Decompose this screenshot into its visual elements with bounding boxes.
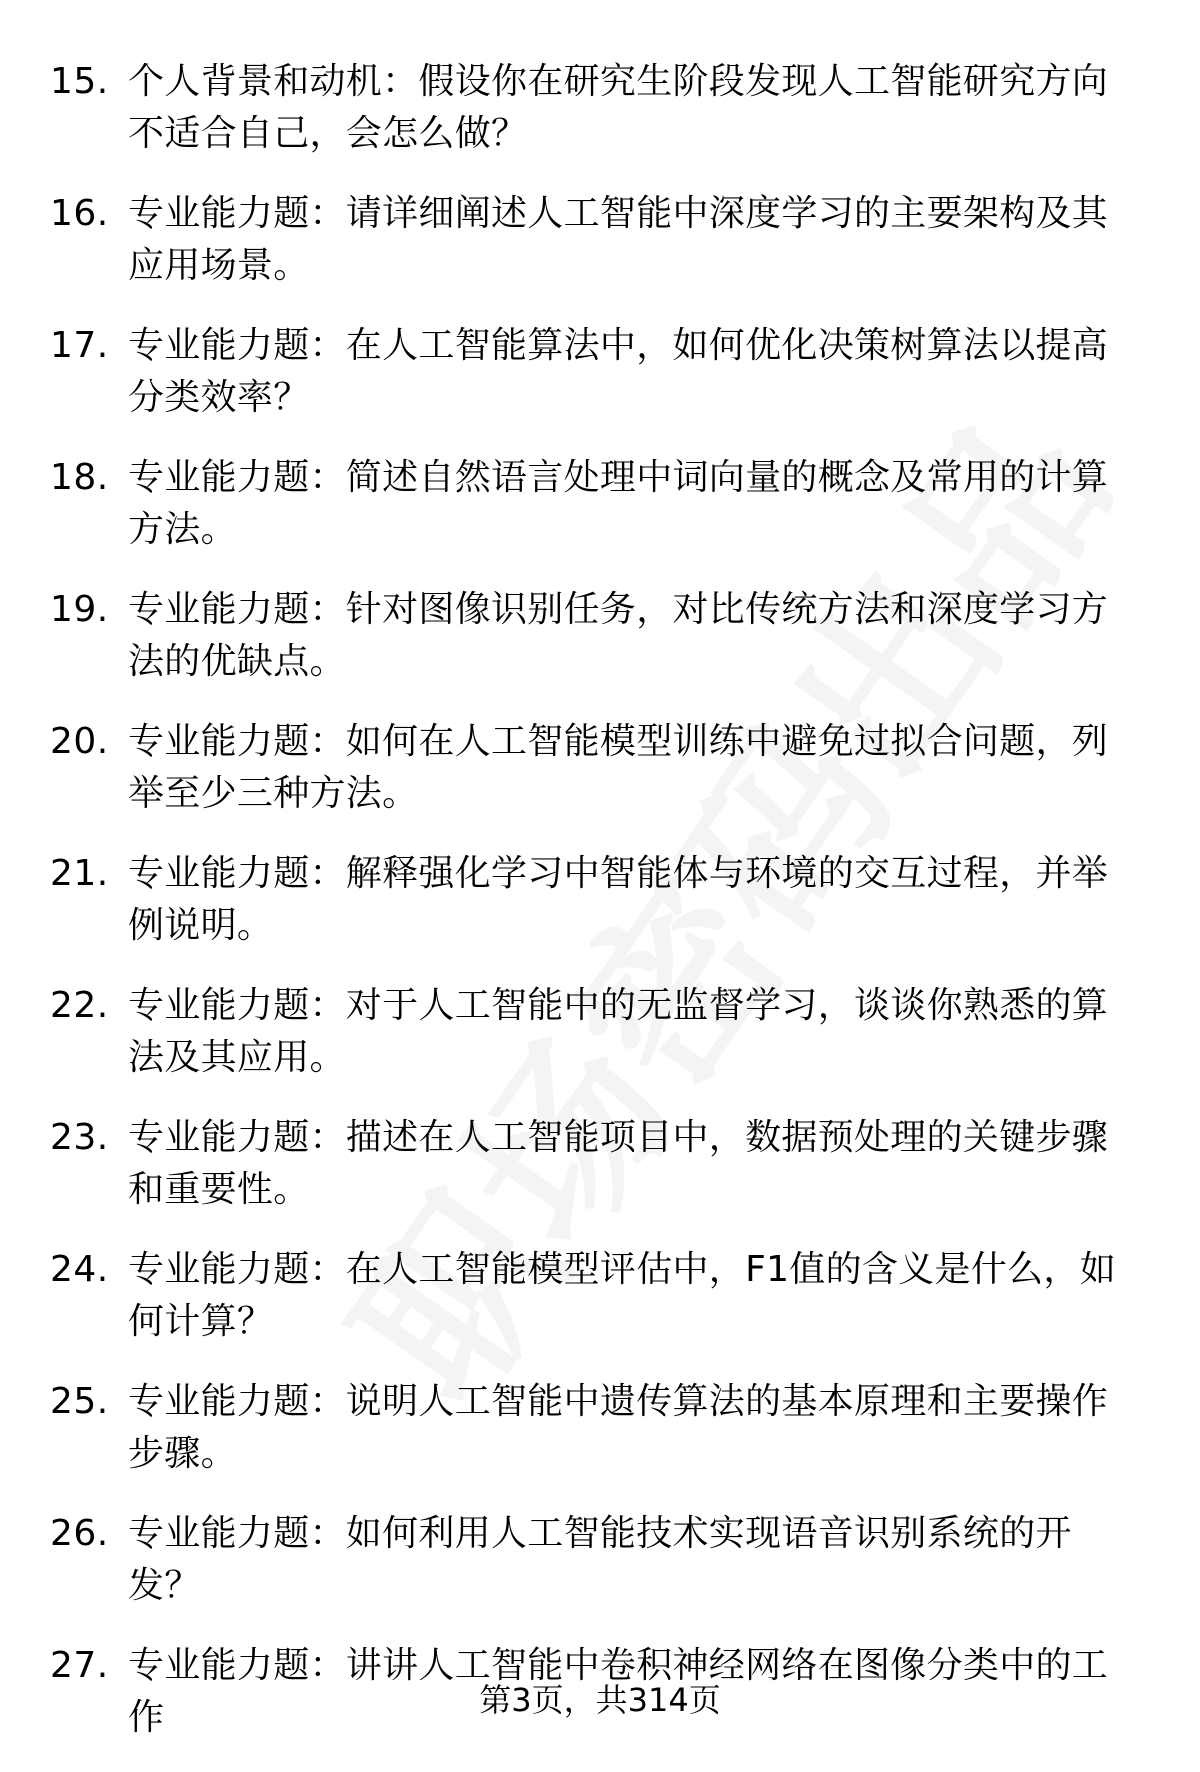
question-number: 21. [50,853,109,894]
question-number: 19. [50,589,109,630]
list-item [0,1244,1200,1376]
question-text: 专业能力题：请详细阐述人工智能中深度学习的主要架构及其应用场景。 [128,193,1109,286]
list-item [0,452,1200,584]
question-number: 23. [50,1117,109,1158]
question-list [0,56,1200,1772]
list-item [0,716,1200,848]
list-item [0,980,1200,1112]
question-number: 20. [50,721,109,762]
question-number: 18. [50,457,109,498]
question-text: 专业能力题：对于人工智能中的无监督学习，谈谈你熟悉的算法及其应用。 [128,985,1109,1078]
question-text: 专业能力题：针对图像识别任务，对比传统方法和深度学习方法的优缺点。 [128,589,1109,682]
question-number: 17. [50,325,109,366]
list-item [0,188,1200,320]
question-number: 25. [50,1381,109,1422]
question-number: 27. [50,1645,109,1686]
list-item [0,584,1200,716]
question-text: 专业能力题：简述自然语言处理中词向量的概念及常用的计算方法。 [128,457,1109,550]
list-item [0,56,1200,188]
list-item [0,1112,1200,1244]
question-text: 专业能力题：说明人工智能中遗传算法的基本原理和主要操作步骤。 [128,1381,1109,1474]
list-item [0,848,1200,980]
question-number: 15. [50,61,109,102]
question-number: 16. [50,193,109,234]
question-text: 专业能力题：讲讲人工智能中卷积神经网络在图像分类中的工作 [128,1645,1109,1738]
page-number: 第3页，共314页 [479,1681,721,1719]
question-text: 个人背景和动机：假设你在研究生阶段发现人工智能研究方向不适合自己，会怎么做？ [128,61,1109,154]
question-text: 专业能力题：如何利用人工智能技术实现语音识别系统的开发？ [128,1513,1072,1606]
question-text: 专业能力题：如何在人工智能模型训练中避免过拟合问题，列举至少三种方法。 [128,721,1109,814]
list-item [0,1376,1200,1508]
question-text: 专业能力题：描述在人工智能项目中，数据预处理的关键步骤和重要性。 [128,1117,1109,1210]
question-number: 22. [50,985,109,1026]
question-text: 专业能力题：解释强化学习中智能体与环境的交互过程，并举例说明。 [128,853,1109,946]
list-item [0,320,1200,452]
list-item [0,1508,1200,1640]
question-number: 26. [50,1513,109,1554]
question-text: 专业能力题：在人工智能模型评估中，F1值的含义是什么，如何计算？ [128,1249,1117,1342]
question-number: 24. [50,1249,109,1290]
question-text: 专业能力题：在人工智能算法中，如何优化决策树算法以提高分类效率？ [128,325,1109,418]
